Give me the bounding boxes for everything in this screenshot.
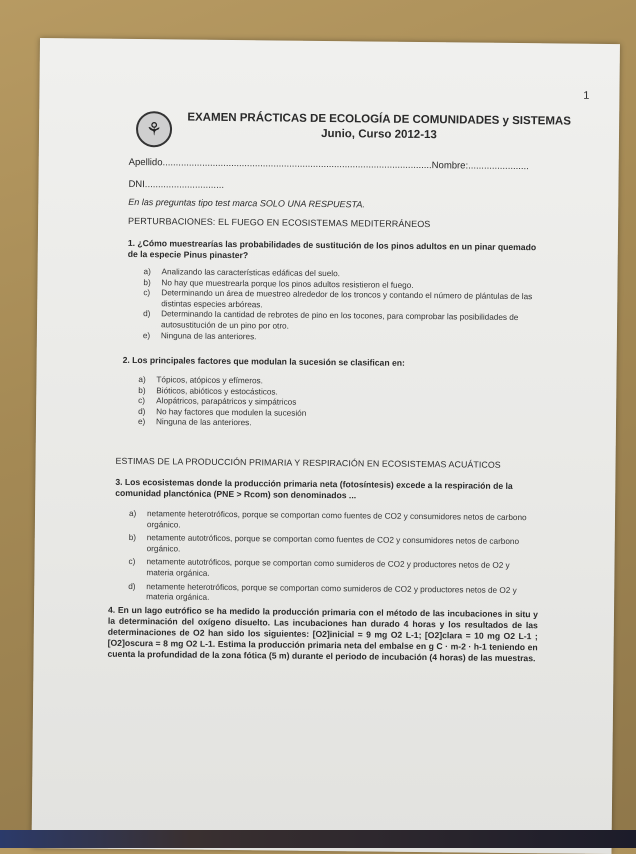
exam-sheet — [32, 38, 620, 854]
exam-title — [179, 110, 579, 144]
question-1-options — [143, 267, 554, 345]
question-4: 4. En un lago eutrófico se ha medido la producción primaria con el método de las incubaciones in situ y la determinación del oxígeno disuelto. Las incubaciones han durado 4 horas y los resultados de las determinaciones de O2 han sido los siguientes: [O2]inicial = 9 mg O2 L-1; [O2]clara = 10 mg O2 L-1 ; [O2]oscura = 8 mg O2 L-1. Estima la producción primaria neta del embalse en g C · m-2 · h-1 teniendo en cuenta la profundidad de la zona fótica (5 m) durante el periodo de incubación (4 horas) de las muestras. — [107, 604, 539, 664]
list-item: a) Analizando las características edáficas del suelo. — [143, 267, 341, 279]
list-item: a) Tópicos, atópicos y efímeros. — [138, 375, 263, 386]
list-item: a) netamente heterotróficos, porque se comportan como fuentes de CO2 y consumidores netos de carbono orgánico. — [128, 508, 527, 530]
list-item: d) No hay factores que modulen la sucesión — [138, 406, 307, 418]
list-item: b) Bióticos, abióticos y estocásticos. — [138, 385, 278, 397]
title-line-1: EXAMEN PRÁCTICAS DE ECOLOGÍA DE COMUNIDADES y SISTEMAS — [187, 111, 572, 128]
question-3: 3. Los ecosistemas donde la producción primaria neta (fotosíntesis) excede a la respiración de la comunidad planctónica (PNE > Rcom) son denominados ... — [115, 476, 513, 501]
section-heading-fire: PERTURBACIONES: EL FUEGO EN ECOSISTEMAS MEDITERRÁNEOS — [128, 215, 431, 230]
list-item: c) Alopátricos, parapátricos y simpátricos — [138, 396, 297, 407]
question-3-options — [128, 509, 539, 607]
title-line-2: Junio, Curso 2012-13 — [321, 127, 437, 142]
question-1: 1. ¿Cómo muestrearías las probabilidades de sustitución de los pinos adultos en un pinar quemado de la especie Pinus pinaster? — [127, 237, 537, 261]
list-item: b) netamente autotróficos, porque se comportan como fuentes de CO2 y consumidores netos de carbono orgánico. — [128, 533, 520, 554]
list-item: d) netamente heterotróficos, porque se comportan como sumideros de CO2 y productores netos de O2 y materia orgánica. — [128, 581, 517, 602]
list-item: e) Ninguna de las anteriores. — [142, 330, 257, 341]
question-2-options — [138, 375, 549, 432]
university-crest-icon: ⚘ — [136, 111, 172, 147]
section-heading-production: ESTIMAS DE LA PRODUCCIÓN PRIMARIA Y RESPIRACIÓN EN ECOSISTEMAS ACUÁTICOS — [115, 455, 501, 470]
dni-field: DNI.............................. — [128, 178, 225, 191]
instructions: En las preguntas tipo test marca SOLO UNA RESPUESTA. — [128, 196, 365, 210]
question-2: 2. Los principales factores que modulan la sucesión se clasifican en: — [122, 354, 405, 368]
list-item: c) Determinando un área de muestreo alrededor de los troncos y contando el número de plántulas de las distintas especies arbóreas. — [143, 288, 533, 310]
desk-edge — [0, 830, 636, 848]
page-number: 1 — [583, 89, 590, 102]
list-item: b) No hay que muestrearla porque los pinos adultos resistieron el fuego. — [143, 277, 414, 290]
list-item: d) Determinando la cantidad de rebrotes de pino en los tocones, para comprobar las posibilidades de autosustitución de un pino por otro. — [143, 309, 519, 331]
list-item: c) netamente autotróficos, porque se comportan como sumideros de CO2 y productores netos de O2 y materia orgánica. — [128, 557, 510, 578]
name-field: Apellido......................................................................................................Nombre:....................... — [128, 156, 529, 173]
list-item: e) Ninguna de las anteriores. — [137, 417, 252, 428]
